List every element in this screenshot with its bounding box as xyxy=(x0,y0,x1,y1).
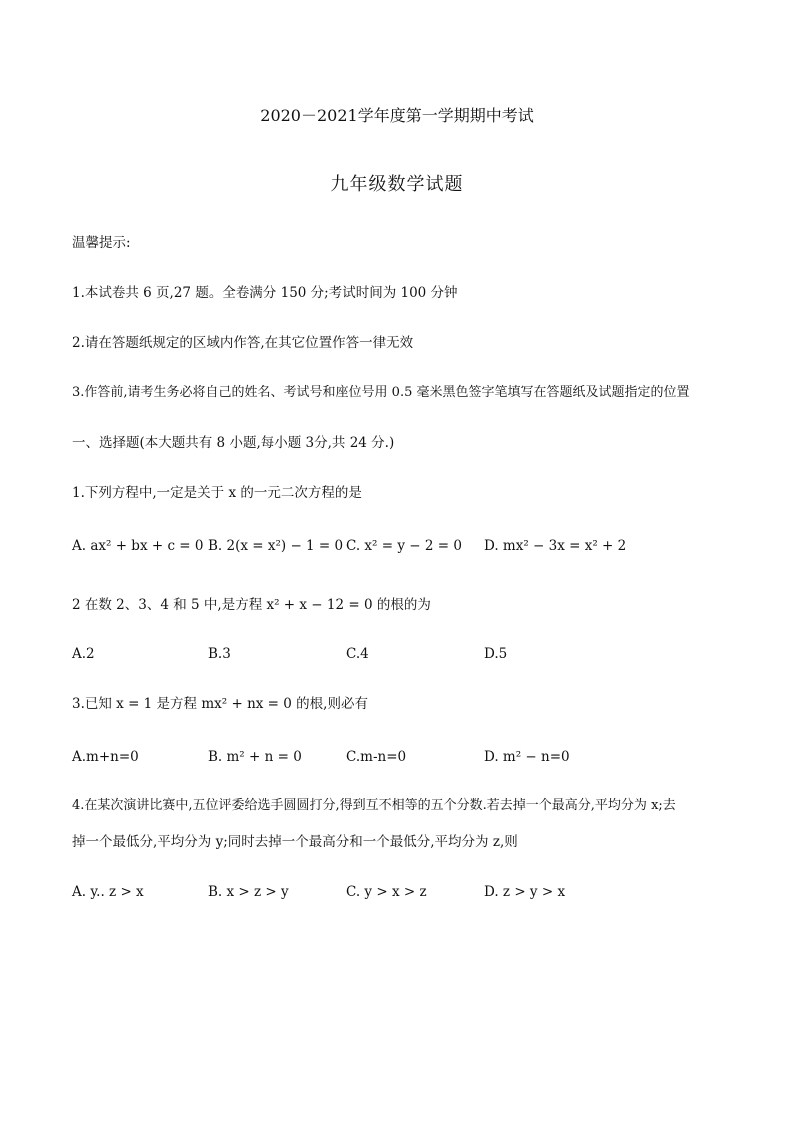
notice-item-2: 2.请在答题纸规定的区域内作答,在其它位置作答一律无效 xyxy=(72,335,414,351)
notice-heading: 温馨提示: xyxy=(72,235,131,251)
section-heading: 一、选择题(本大题共有 8 小题,每小题 3分,共 24 分.) xyxy=(72,435,395,451)
question-2-option-d: D.5 xyxy=(484,646,508,662)
question-4-option-d: D. z > y > x xyxy=(484,884,566,900)
question-3-option-d: D. m² − n=0 xyxy=(484,749,570,765)
question-3-option-a: A.m+n=0 xyxy=(72,749,139,765)
question-4-option-b: B. x > z > y xyxy=(208,884,289,900)
question-3-option-b: B. m² + n = 0 xyxy=(208,749,302,765)
question-2-option-b: B.3 xyxy=(208,646,231,662)
subject-title: 九年级数学试题 xyxy=(330,174,464,195)
question-1-option-a: A. ax² + bx + c = 0 xyxy=(72,538,204,554)
question-1-option-b: B. 2(x = x²) − 1 = 0 xyxy=(208,538,344,554)
question-1-stem: 1.下列方程中,一定是关于 x 的一元二次方程的是 xyxy=(72,485,362,501)
question-4-stem-line-1: 4.在某次演讲比赛中,五位评委给选手圆圆打分,得到互不相等的五个分数.若去掉一个最高分,平均分为 x;去 xyxy=(72,798,676,813)
question-4-stem-line-2: 掉一个最低分,平均分为 y;同时去掉一个最高分和一个最低分,平均分为 z,则 xyxy=(72,834,518,850)
question-2-option-c: C.4 xyxy=(346,646,369,662)
exam-title: 2020－2021学年度第一学期期中考试 xyxy=(260,106,534,125)
question-1-option-c: C. x² = y − 2 = 0 xyxy=(346,538,462,554)
notice-item-3: 3.作答前,请考生务必将自己的姓名、考试号和座位号用 0.5 毫米黑色签字笔填写在答题纸及试题指定的位置 xyxy=(72,385,690,400)
question-2-option-a: A.2 xyxy=(72,646,95,662)
question-4-option-c: C. y > x > z xyxy=(346,884,427,900)
question-4-option-a: A. y.. z > x xyxy=(72,884,144,900)
question-3-option-c: C.m-n=0 xyxy=(346,749,407,765)
question-3-stem: 3.已知 x = 1 是方程 mx² + nx = 0 的根,则必有 xyxy=(72,696,368,712)
question-2-stem: 2 在数 2、3、4 和 5 中,是方程 x² + x − 12 = 0 的根的为 xyxy=(72,597,431,613)
notice-item-1: 1.本试卷共 6 页,27 题。全卷满分 150 分;考试时间为 100 分钟 xyxy=(72,285,458,301)
question-1-option-d: D. mx² − 3x = x² + 2 xyxy=(484,538,627,554)
